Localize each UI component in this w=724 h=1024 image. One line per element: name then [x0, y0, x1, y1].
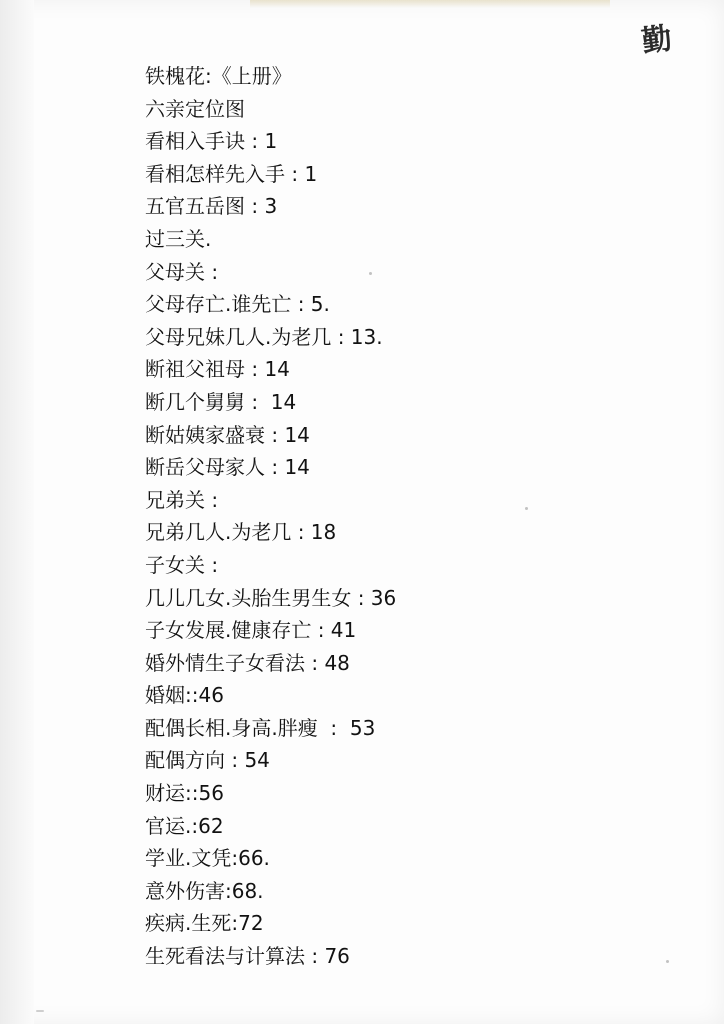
scan-speck	[369, 272, 372, 275]
toc-entry: 子女关 :	[145, 552, 219, 577]
handwritten-signature: 勤	[639, 21, 673, 60]
toc-entry: 父母存亡.谁先亡 : 5.	[145, 292, 330, 317]
toc-entry: 断姑姨家盛衰 : 14	[145, 422, 310, 447]
scan-speck	[525, 507, 528, 510]
toc-entry: 断几个舅舅 : 14	[145, 389, 297, 414]
toc-entry: 五官五岳图 : 3	[145, 194, 278, 219]
toc-entry: 官运.:62	[145, 813, 224, 838]
toc-entry: 几儿几女.头胎生男生女 : 36	[145, 585, 397, 610]
top-scan-strip	[250, 0, 610, 8]
toc-entry: 学业.文凭:66.	[145, 846, 270, 871]
toc-entry: 看相入手诀 : 1	[145, 129, 278, 154]
toc-entry: 生死看法与计算法 : 76	[145, 944, 350, 969]
scan-speck	[36, 1010, 44, 1012]
scan-speck	[666, 960, 669, 963]
toc-entry: 财运::56	[145, 781, 224, 806]
toc-entry: 兄弟关 :	[145, 487, 219, 512]
toc-entry: 铁槐花:《上册》	[145, 64, 292, 88]
toc-entry: 婚姻::46	[145, 683, 224, 708]
toc-entry: 疾病.生死:72	[145, 911, 264, 936]
toc-entry: 意外伤害:68.	[145, 878, 264, 903]
toc-entry: 父母关 :	[145, 259, 219, 284]
toc-entry: 父母兄妹几人.为老几 : 13.	[145, 324, 383, 349]
toc-entry: 过三关.	[145, 226, 212, 251]
toc-entry: 兄弟几人.为老几 : 18	[145, 520, 337, 545]
toc-entry: 断祖父祖母 : 14	[145, 357, 290, 382]
toc-entry: 看相怎样先入手 : 1	[145, 161, 318, 186]
page-edge-shadow	[0, 0, 34, 1024]
table-of-contents	[145, 60, 396, 973]
toc-entry: 子女发展.健康存亡 : 41	[145, 618, 357, 643]
toc-entry: 断岳父母家人 : 14	[145, 455, 310, 480]
toc-entry: 六亲定位图	[145, 96, 245, 121]
toc-entry: 婚外情生子女看法 : 48	[145, 650, 350, 675]
toc-entry: 配偶方向 : 54	[145, 748, 270, 773]
toc-entry: 配偶长相.身高.胖瘦 : 53	[145, 715, 376, 740]
